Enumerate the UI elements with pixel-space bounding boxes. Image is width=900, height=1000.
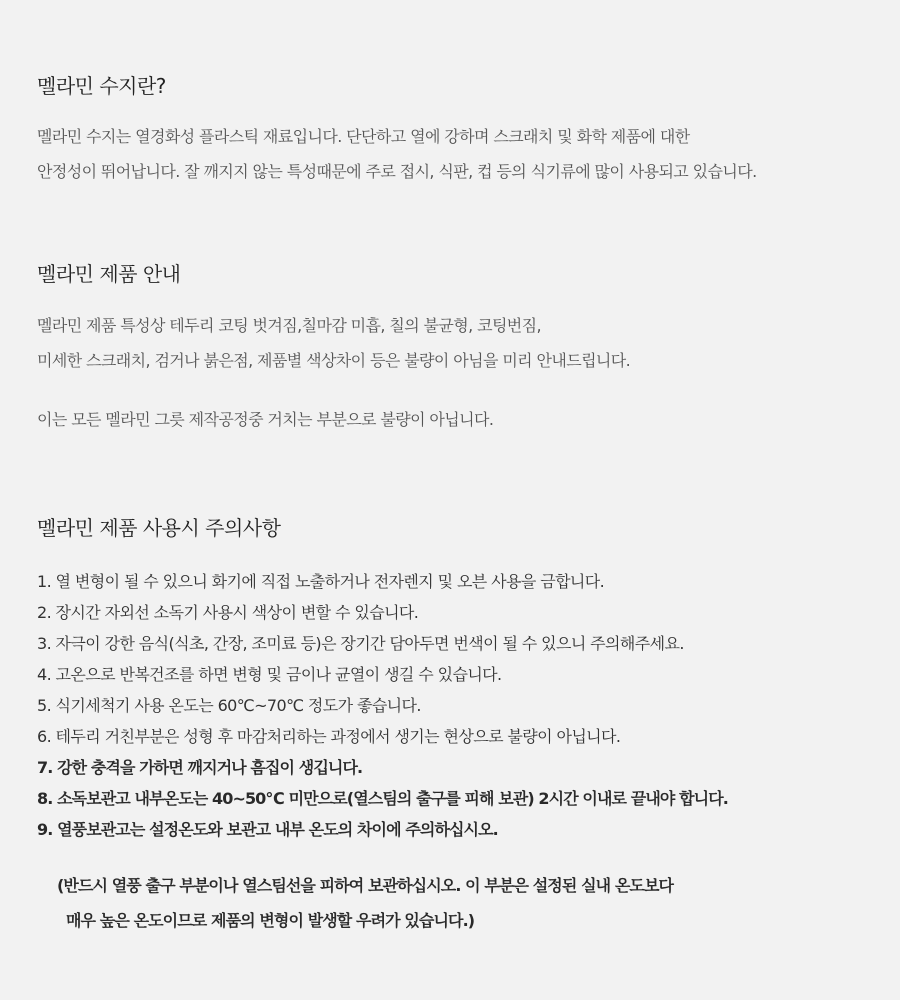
precaution-note-line-1: (반드시 열풍 출구 부분이나 열스팀선을 피하여 보관하십시오. 이 부분은 설정된 실내 온도보다 xyxy=(57,876,674,895)
melamine-resin-desc-line-1: 멜라민 수지는 열경화성 플라스틱 재료입니다. 단단하고 열에 강하며 스크래치 및 화학 제품에 대한 xyxy=(37,127,690,146)
precaution-item-8: 8. 소독보관고 내부온도는 40~50℃ 미만으로(열스팀의 출구를 피해 보관) 2시간 이내로 끝내야 합니다. xyxy=(37,789,728,808)
precautions-list xyxy=(37,567,728,846)
precaution-item-5: 5. 식기세척기 사용 온도는 60℃~70℃ 정도가 좋습니다. xyxy=(37,696,421,715)
section-title-product-guide: 멜라민 제품 안내 xyxy=(37,262,181,286)
precaution-note-line-2: 매우 높은 온도이므로 제품의 변형이 발생할 우려가 있습니다.) xyxy=(66,911,475,930)
product-guide-line-2: 미세한 스크래치, 검거나 붉은점, 제품별 색상차이 등은 불량이 아님을 미리 안내드립니다. xyxy=(37,351,631,370)
precaution-item-9: 9. 열풍보관고는 설정온도와 보관고 내부 온도의 차이에 주의하십시오. xyxy=(37,820,498,839)
precaution-item-7: 7. 강한 충격을 가하면 깨지거나 흠집이 생깁니다. xyxy=(37,758,363,777)
precaution-item-2: 2. 장시간 자외선 소독기 사용시 색상이 변할 수 있습니다. xyxy=(37,603,419,622)
product-guide-note: 이는 모든 멜라민 그릇 제작공정중 거치는 부분으로 불량이 아닙니다. xyxy=(37,410,494,429)
section-title-melamine-resin: 멜라민 수지란? xyxy=(37,74,166,98)
section-title-precautions: 멜라민 제품 사용시 주의사항 xyxy=(37,516,281,540)
product-guide-line-1: 멜라민 제품 특성상 테두리 코팅 벗겨짐,칠마감 미흡, 칠의 불균형, 코팅번짐, xyxy=(37,316,541,335)
precaution-item-4: 4. 고온으로 반복건조를 하면 변형 및 금이나 균열이 생길 수 있습니다. xyxy=(37,665,502,684)
precaution-item-6: 6. 테두리 거친부분은 성형 후 마감처리하는 과정에서 생기는 현상으로 불량이 아닙니다. xyxy=(37,727,621,746)
precaution-item-1: 1. 열 변형이 될 수 있으니 화기에 직접 노출하거나 전자렌지 및 오븐 사용을 금합니다. xyxy=(37,572,605,591)
melamine-resin-desc-line-2: 안정성이 뛰어납니다. 잘 깨지지 않는 특성때문에 주로 접시, 식판, 컵 등의 식기류에 많이 사용되고 있습니다. xyxy=(37,162,757,181)
precaution-item-3: 3. 자극이 강한 음식(식초, 간장, 조미료 등)은 장기간 담아두면 번색이 될 수 있으니 주의해주세요. xyxy=(37,634,684,653)
